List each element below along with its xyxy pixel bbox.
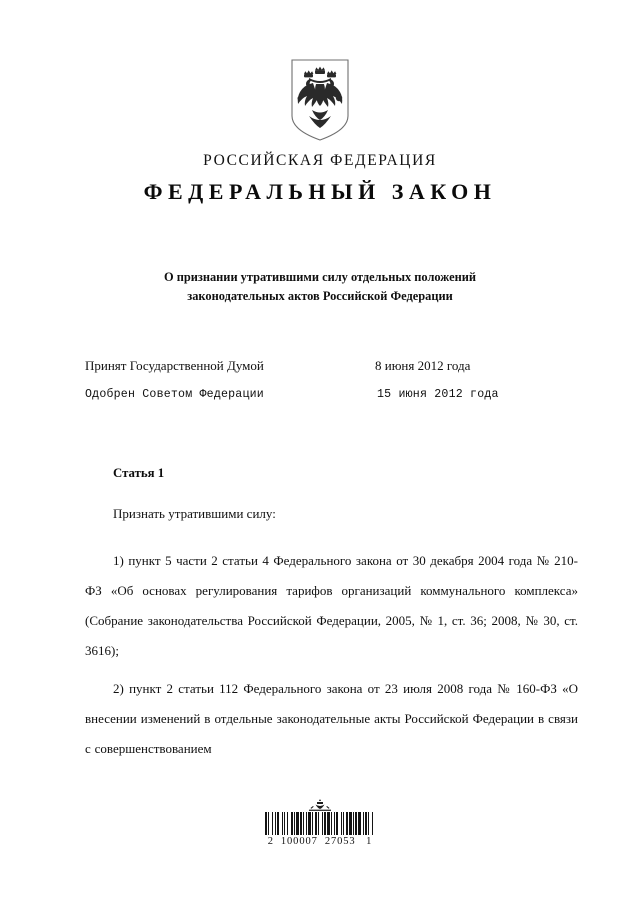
law-subtitle <box>120 268 520 306</box>
barcode-bars <box>265 812 375 835</box>
duma-date: 8 июня 2012 года <box>375 358 471 373</box>
law-subtitle-line-1: О признании утратившими силу отдельных положений <box>163 270 477 284</box>
council-date: 15 июня 2012 года <box>377 388 499 401</box>
emblem-container <box>0 58 640 142</box>
duma-label: Принят Государственной Думой <box>85 358 264 373</box>
barcode-digits: 2 100007 27053 1 <box>267 836 373 847</box>
country-title: РОССИЙСКАЯ ФЕДЕРАЦИЯ <box>203 152 437 169</box>
adoption-row-duma <box>85 358 555 388</box>
article-item-1: 1) пункт 5 части 2 статьи 4 Федерального закона от 30 декабря 2004 года № 210-ФЗ «Об основах регулирования тарифов организаций коммунального комплекса» (Собрание законодательства Российской Федерации, 2005, № 1, ст. 36; 2008, № 30, ст. 3616); <box>85 553 578 658</box>
small-emblem-mark-icon <box>307 798 333 811</box>
barcode-block <box>0 798 640 847</box>
article-body <box>85 466 578 764</box>
council-label: Одобрен Советом Федерации <box>85 388 264 401</box>
article-lead: Признать утратившими силу: <box>113 506 276 521</box>
document-title-block <box>0 152 640 204</box>
law-subtitle-line-2: законодательных актов Российской Федерации <box>187 289 453 304</box>
russian-coat-of-arms-icon <box>289 58 351 142</box>
adoption-block <box>85 358 555 418</box>
article-heading: Статья 1 <box>113 466 165 480</box>
law-title: ФЕДЕРАЛЬНЫЙ ЗАКОН <box>143 179 497 205</box>
article-item-2: 2) пункт 2 статьи 112 Федерального закона от 23 июля 2008 года № 160-ФЗ «О внесении изменений в отдельные законодательные акты Российской Федерации в связи с совершенствованием <box>85 681 578 756</box>
adoption-row-council <box>85 388 555 418</box>
